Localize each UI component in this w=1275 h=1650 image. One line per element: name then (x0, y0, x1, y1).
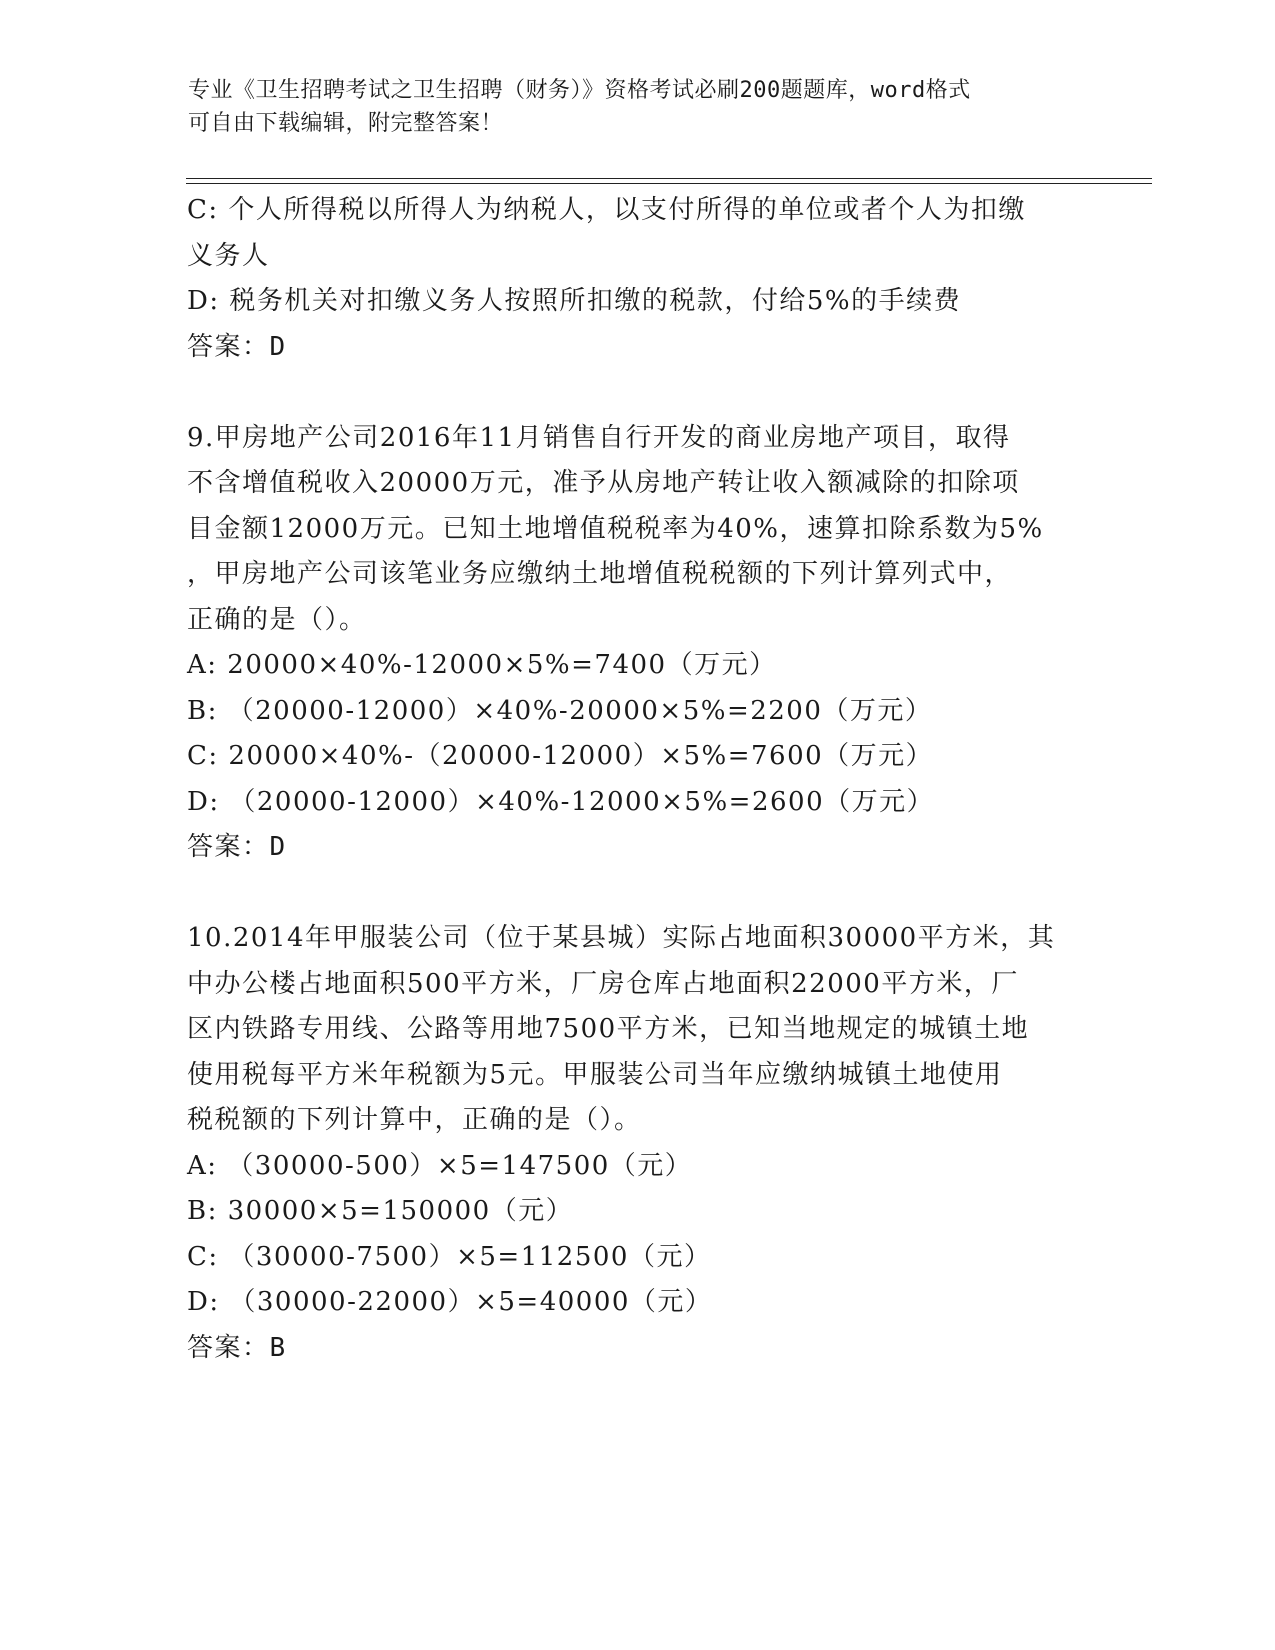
answer-value: D (269, 331, 287, 362)
answer-line (187, 325, 1087, 371)
page-header (188, 74, 1068, 140)
answer-line (187, 825, 1087, 871)
option-d: D: （20000-12000）×40%-12000×5%=2600（万元） (187, 786, 935, 817)
answer-value: B (269, 1332, 287, 1363)
header-divider (186, 178, 1152, 184)
question-stem-line: 税税额的下列计算中，正确的是（）。 (187, 1105, 642, 1135)
option-a: A: （30000-500）×5=147500（元） (187, 1150, 693, 1181)
question-stem-line: 区内铁路专用线、公路等用地7500平方米，已知当地规定的城镇土地 (187, 1014, 1030, 1044)
answer-label: 答案： (187, 331, 270, 362)
option-d: D: （30000-22000）×5=40000（元） (187, 1287, 713, 1317)
answer-label: 答案： (187, 1332, 270, 1363)
option-c: C: 个人所得税以所得人为纳税人，以支付所得的单位或者个人为扣缴 (187, 195, 1026, 225)
question-stem-line: 使用税每平方米年税额为5元。甲服装公司当年应缴纳城镇土地使用 (187, 1059, 1003, 1090)
question-stem-line: ，甲房地产公司该笔业务应缴纳土地增值税税额的下列计算列式中， (187, 559, 1013, 589)
prev-question (187, 188, 1087, 370)
option-c: C: （30000-7500）×5=112500（元） (187, 1241, 712, 1272)
question-10 (187, 916, 1087, 1371)
header-line: 专业《卫生招聘考试之卫生招聘（财务）》资格考试必刷200题题库，word格式 (188, 78, 971, 103)
question-stem-line: 目金额12000万元。已知土地增值税税率为40%，速算扣除系数为5% (187, 513, 1044, 544)
header-line: 可自由下载编辑，附完整答案！ (188, 111, 504, 136)
question-stem-line: 不含增值税收入20000万元，准予从房地产转让收入额减除的扣除项 (187, 468, 1020, 498)
option-b: B: 30000×5=150000（元） (187, 1196, 574, 1226)
answer-value: D (269, 832, 287, 862)
question-stem-line: 中办公楼占地面积500平方米，厂房仓库占地面积22000平方米，厂 (187, 968, 1019, 999)
answer-label: 答案： (187, 832, 270, 862)
option-c-continued: 义务人 (187, 240, 270, 271)
question-stem-line: 10.2014年甲服装公司（位于某县城）实际占地面积30000平方米，其 (187, 923, 1056, 953)
option-d: D: 税务机关对扣缴义务人按照所扣缴的税款，付给5%的手续费 (187, 286, 962, 316)
question-stem-line: 9.甲房地产公司2016年11月销售自行开发的商业房地产项目，取得 (187, 422, 1011, 453)
option-a: A: 20000×40%-12000×5%=7400（万元） (187, 650, 777, 680)
option-c: C: 20000×40%-（20000-12000）×5%=7600（万元） (187, 741, 934, 771)
question-9 (187, 416, 1087, 871)
option-b: B: （20000-12000）×40%-20000×5%=2200（万元） (187, 695, 933, 726)
question-stem-line: 正确的是（）。 (187, 604, 367, 635)
question-content (187, 188, 1087, 1371)
answer-line (187, 1326, 1087, 1372)
